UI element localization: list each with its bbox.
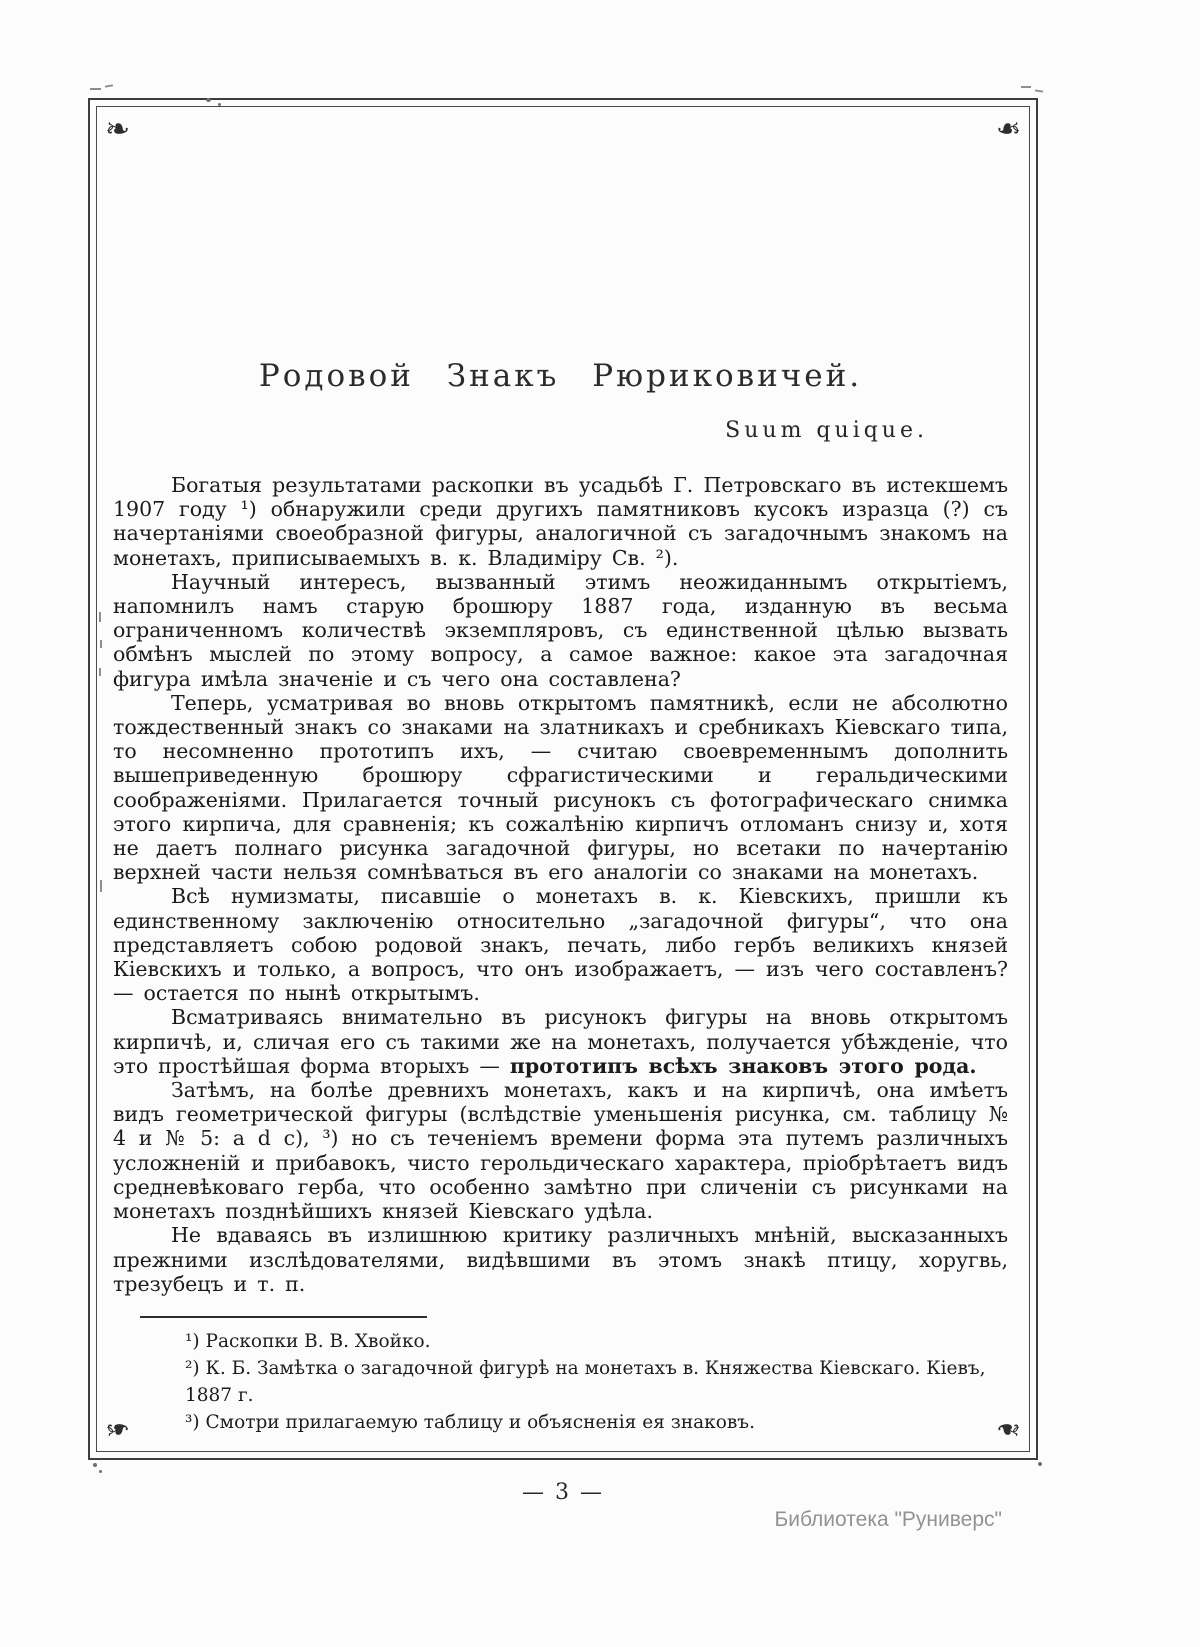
paragraph-2: Научный интересъ, вызванный этимъ неожиданнымъ открытіемъ, напомнилъ намъ старую брошюру 1887 года, изданную въ весьма ограниченномъ количествѣ экземпляровъ, съ единственной цѣлью вызвать обмѣнъ мыслей по этому вопросу, а самое важное: какое эта загадочная фигура имѣла значеніе и съ чего она составлена? (113, 569, 1008, 691)
scan-artifact (99, 668, 101, 676)
scan-artifact (1038, 1462, 1042, 1466)
scan-artifact (93, 1463, 97, 1467)
emphasized-text: прототипъ всѣхъ знаковъ этого рода. (509, 1053, 977, 1078)
paragraph-3: Теперь, усматривая во вновь открытомъ памятникѣ, если не абсолютно тождественный знакъ со знаками на златникахъ и сребникахъ Кіевскаго типа, то несомненно прототипъ ихъ, — считаю своевременнымъ дополнить вышеприведенную брошюру сфрагистическими и геральдическими соображеніями. Прилагается точный рисунокъ съ фотографическаго снимка этого кирпича, для сравненія; къ сожалѣнію кирпичъ отломанъ снизу и, хотя не даетъ полнаго рисунка загадочной фигуры, но всетаки по начертанію верхней части нельзя сомнѣваться въ его аналогіи со знаками на монетахъ. (113, 690, 1008, 885)
footnote-1 (185, 1328, 1008, 1355)
scan-artifact (105, 84, 113, 87)
paragraph-1: Богатыя результатами раскопки въ усадьбѣ Г. Петровскаго въ истекшемъ 1907 году ¹) обнаружили среди другихъ памятниковъ кусокъ изразца (?) съ начертаніями своеобразной фигуры, аналогичной съ загадочнымъ знакомъ на монетахъ, приписываемыхъ в. к. Владиміру Св. ²). (113, 473, 1008, 570)
paragraph-4: Всѣ нумизматы, писавшіе о монетахъ в. к. Кіевскихъ, пришли къ единственному заключенію относительно „загадочной фигуры“, что она представляетъ собою родовой знакъ, печать, либо гербъ великихъ князей Кіевскихъ и только, а вопросъ, что онъ изображаетъ, — изъ чего составленъ? — остается по нынѣ открытымъ. (113, 884, 1008, 1006)
page-number: — 3 — (522, 1480, 604, 1505)
corner-ornament-icon: ❧ (105, 112, 131, 147)
corner-ornament-icon: ❧ (995, 1411, 1021, 1446)
corner-ornament-icon: ❧ (105, 1411, 131, 1446)
footnote-marker: ³) (185, 1411, 200, 1433)
footnote-text: Раскопки В. В. Хвойко. (205, 1330, 431, 1352)
scan-artifact (99, 612, 101, 622)
body-text (113, 473, 1008, 1296)
footnote-separator (140, 1316, 427, 1318)
corner-ornament-icon: ❧ (995, 112, 1021, 147)
footnotes (113, 1328, 1008, 1436)
scan-artifact (218, 103, 221, 106)
footnote-text: Смотри прилагаемую таблицу и объясненія ея знаковъ. (205, 1411, 755, 1433)
scan-artifact (1035, 89, 1043, 92)
page-content (113, 112, 1008, 1436)
paragraph-5-text: Всматриваясь внимательно въ рисунокъ фигуры на вновь открытомъ кирпичѣ, и, сличая его съ такими же на монетахъ, получается убѣжденіе, что это простѣйшая форма вторыхъ — (113, 1005, 1008, 1078)
scan-artifact (206, 98, 211, 102)
epigraph: Suum quique. (725, 418, 928, 443)
scan-artifact (100, 880, 102, 892)
footnote-3 (185, 1409, 1008, 1436)
footnote-2 (185, 1355, 1008, 1409)
scan-artifact (1021, 86, 1031, 88)
footnote-marker: ²) (185, 1357, 200, 1379)
paragraph-6: Затѣмъ, на болѣе древнихъ монетахъ, какъ и на кирпичѣ, она имѣетъ видъ геометрической фигуры (вслѣдствіе уменьшенія рисунка, см. таблицу № 4 и № 5: a d c), ³) но съ теченіемъ времени форма эта путемъ различныхъ усложненій и прибавокъ, чисто герольдическаго характера, пріобрѣтаетъ видъ средневѣковаго герба, что особенно замѣтно при сличеніи съ рисунками на монетахъ позднѣйшихъ князей Кіевскаго удѣла. (113, 1078, 1008, 1224)
footnote-marker: ¹) (185, 1330, 200, 1352)
paragraph-7: Не вдаваясь въ излишнюю критику различныхъ мнѣній, высказанныхъ прежними изслѣдователями, видѣвшими въ этомъ знакѣ птицу, хоругвь, трезубецъ и т. п. (113, 1223, 1008, 1296)
scan-artifact (100, 640, 102, 648)
paragraph-5 (113, 1005, 1008, 1078)
scan-artifact (99, 1470, 102, 1473)
scan-artifact (90, 88, 101, 90)
footnote-text: К. Б. Замѣтка о загадочной фигурѣ на монетахъ в. Княжества Кіевскаго. Кіевъ, 1887 г. (185, 1357, 986, 1406)
page-title: Родовой Знакъ Рюриковичей. (258, 358, 863, 394)
library-watermark: Библиотека "Руниверс" (774, 1508, 1002, 1531)
